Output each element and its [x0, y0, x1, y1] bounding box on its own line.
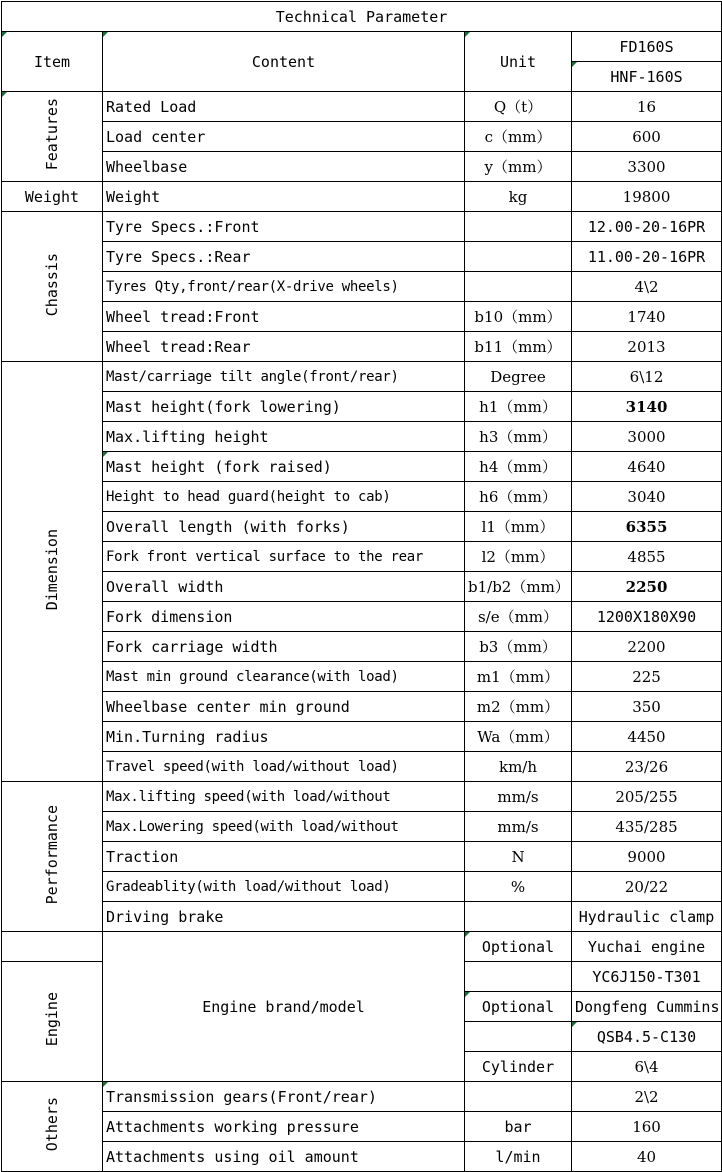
table-row — [2, 1082, 722, 1112]
row-unit — [465, 902, 572, 932]
row-value: 3140 — [572, 392, 722, 422]
title-row — [2, 2, 722, 32]
table-row — [2, 542, 722, 572]
row-unit — [465, 212, 572, 242]
row-content: Mast height(fork lowering) — [103, 392, 465, 422]
table-row — [2, 782, 722, 812]
table-row — [2, 902, 722, 932]
row-content: Overall width — [103, 572, 465, 602]
table-row — [2, 302, 722, 332]
row-content: Fork front vertical surface to the rear — [103, 542, 465, 572]
row-unit: Q（t） — [465, 92, 572, 122]
row-unit — [465, 1022, 572, 1052]
table-row — [2, 512, 722, 542]
table-row — [2, 932, 722, 962]
row-content: Overall length (with forks) — [103, 512, 465, 542]
table-title: Technical Parameter — [2, 2, 722, 32]
table-row — [2, 362, 722, 392]
row-unit: s/e（mm） — [465, 602, 572, 632]
row-unit: l2（mm） — [465, 542, 572, 572]
table-row — [2, 452, 722, 482]
row-content: Rated Load — [103, 92, 465, 122]
row-content: Wheel tread:Front — [103, 302, 465, 332]
row-unit: m1（mm） — [465, 662, 572, 692]
row-unit: b1/b2（mm） — [465, 572, 572, 602]
row-content: Fork carriage width — [103, 632, 465, 662]
row-unit: c（mm） — [465, 122, 572, 152]
header-row — [2, 32, 722, 62]
row-value: 3000 — [572, 422, 722, 452]
row-unit: Degree — [465, 362, 572, 392]
table-row — [2, 842, 722, 872]
row-content: Mast min ground clearance(with load) — [103, 662, 465, 692]
row-content: Tyre Specs.:Front — [103, 212, 465, 242]
row-unit: b10（mm） — [465, 302, 572, 332]
row-value: 6355 — [572, 512, 722, 542]
engine-content: Engine brand/model — [103, 932, 465, 1082]
row-content: Load center — [103, 122, 465, 152]
row-value: 40 — [572, 1142, 722, 1172]
header-model-fd160s: FD160S — [572, 32, 722, 62]
table-row — [2, 812, 722, 842]
table-row — [2, 872, 722, 902]
row-value: 350 — [572, 692, 722, 722]
row-unit: mm/s — [465, 812, 572, 842]
row-content: Weight — [103, 182, 465, 212]
table-row — [2, 662, 722, 692]
row-content: Wheelbase center min ground — [103, 692, 465, 722]
row-value: Dongfeng Cummins — [572, 992, 722, 1022]
row-content: Tyre Specs.:Rear — [103, 242, 465, 272]
row-value: 3300 — [572, 152, 722, 182]
row-value: Yuchai engine — [572, 932, 722, 962]
row-value: 205/255 — [572, 782, 722, 812]
row-content: Min.Turning radius — [103, 722, 465, 752]
row-unit: mm/s — [465, 782, 572, 812]
row-content: Travel speed(with load/without load) — [103, 752, 465, 782]
row-unit: Optional — [465, 992, 572, 1022]
table-row — [2, 752, 722, 782]
table-row — [2, 632, 722, 662]
row-content: Max.Lowering speed(with load/without — [103, 812, 465, 842]
row-value: 1740 — [572, 302, 722, 332]
row-value: 435/285 — [572, 812, 722, 842]
category-dimension: Dimension — [2, 362, 103, 782]
row-content: Attachments using oil amount — [103, 1142, 465, 1172]
row-value: 23/26 — [572, 752, 722, 782]
row-unit — [465, 1082, 572, 1112]
row-value: 11.00-20-16PR — [572, 242, 722, 272]
table-row — [2, 572, 722, 602]
row-unit: l1（mm） — [465, 512, 572, 542]
row-value: 2200 — [572, 632, 722, 662]
row-unit: kg — [465, 182, 572, 212]
row-content: Height to head guard(height to cab) — [103, 482, 465, 512]
category-chassis: Chassis — [2, 212, 103, 362]
category-performance: Performance — [2, 782, 103, 932]
row-value: QSB4.5-C130 — [572, 1022, 722, 1052]
row-value: 20/22 — [572, 872, 722, 902]
row-value: 9000 — [572, 842, 722, 872]
row-value: 4640 — [572, 452, 722, 482]
row-content: Mast/carriage tilt angle(front/rear) — [103, 362, 465, 392]
row-value: 2250 — [572, 572, 722, 602]
row-content: Max.lifting height — [103, 422, 465, 452]
technical-parameter-table — [1, 1, 722, 1172]
row-unit: h6（mm） — [465, 482, 572, 512]
table-row — [2, 1112, 722, 1142]
row-content: Traction — [103, 842, 465, 872]
row-unit: h3（mm） — [465, 422, 572, 452]
row-value: 225 — [572, 662, 722, 692]
table-row — [2, 1142, 722, 1172]
row-value: 160 — [572, 1112, 722, 1142]
row-value: 1200X180X90 — [572, 602, 722, 632]
category-others: Others — [2, 1082, 103, 1172]
row-content: Driving brake — [103, 902, 465, 932]
header-model-hnf160s: HNF-160S — [572, 62, 722, 92]
row-unit: km/h — [465, 752, 572, 782]
row-unit: h4（mm） — [465, 452, 572, 482]
row-content: Transmission gears(Front/rear) — [103, 1082, 465, 1112]
row-value: 2\2 — [572, 1082, 722, 1112]
table-row — [2, 722, 722, 752]
row-value: 19800 — [572, 182, 722, 212]
row-content: Tyres Qty,front/rear(X-drive wheels) — [103, 272, 465, 302]
row-unit: b11（mm） — [465, 332, 572, 362]
table-row — [2, 242, 722, 272]
row-content: Max.lifting speed(with load/without — [103, 782, 465, 812]
row-content: Attachments working pressure — [103, 1112, 465, 1142]
row-value: 4\2 — [572, 272, 722, 302]
row-value: 6\12 — [572, 362, 722, 392]
row-value: 600 — [572, 122, 722, 152]
row-value: Hydraulic clamp — [572, 902, 722, 932]
header-unit: Unit — [465, 32, 572, 92]
engine-spacer — [2, 932, 103, 962]
category-features: Features — [2, 92, 103, 182]
table-row — [2, 122, 722, 152]
row-content: Wheelbase — [103, 152, 465, 182]
row-value: 16 — [572, 92, 722, 122]
table-row — [2, 602, 722, 632]
row-value: 2013 — [572, 332, 722, 362]
header-content: Content — [103, 32, 465, 92]
row-value: 12.00-20-16PR — [572, 212, 722, 242]
row-value: 4855 — [572, 542, 722, 572]
row-content: Wheel tread:Rear — [103, 332, 465, 362]
row-unit: y（mm） — [465, 152, 572, 182]
table-row — [2, 692, 722, 722]
table-row — [2, 182, 722, 212]
row-unit — [465, 242, 572, 272]
row-unit: % — [465, 872, 572, 902]
table-row — [2, 92, 722, 122]
row-unit: bar — [465, 1112, 572, 1142]
category-engine: Engine — [2, 962, 103, 1082]
row-unit — [465, 272, 572, 302]
row-unit: b3（mm） — [465, 632, 572, 662]
row-unit: Optional — [465, 932, 572, 962]
category-weight: Weight — [2, 182, 103, 212]
table-row — [2, 272, 722, 302]
header-item: Item — [2, 32, 103, 92]
table-row — [2, 332, 722, 362]
row-value: 4450 — [572, 722, 722, 752]
table-row — [2, 482, 722, 512]
row-unit: h1（mm） — [465, 392, 572, 422]
table-row — [2, 152, 722, 182]
table-row — [2, 212, 722, 242]
row-content: Gradeablity(with load/without load) — [103, 872, 465, 902]
row-value: 3040 — [572, 482, 722, 512]
row-value: 6\4 — [572, 1052, 722, 1082]
row-unit: Cylinder — [465, 1052, 572, 1082]
row-unit: N — [465, 842, 572, 872]
row-content: Mast height (fork raised) — [103, 452, 465, 482]
row-unit: l/min — [465, 1142, 572, 1172]
table-row — [2, 422, 722, 452]
row-content: Fork dimension — [103, 602, 465, 632]
row-unit: m2（mm） — [465, 692, 572, 722]
table-row — [2, 392, 722, 422]
row-unit: Wa（mm） — [465, 722, 572, 752]
row-unit — [465, 962, 572, 992]
row-value: YC6J150-T301 — [572, 962, 722, 992]
